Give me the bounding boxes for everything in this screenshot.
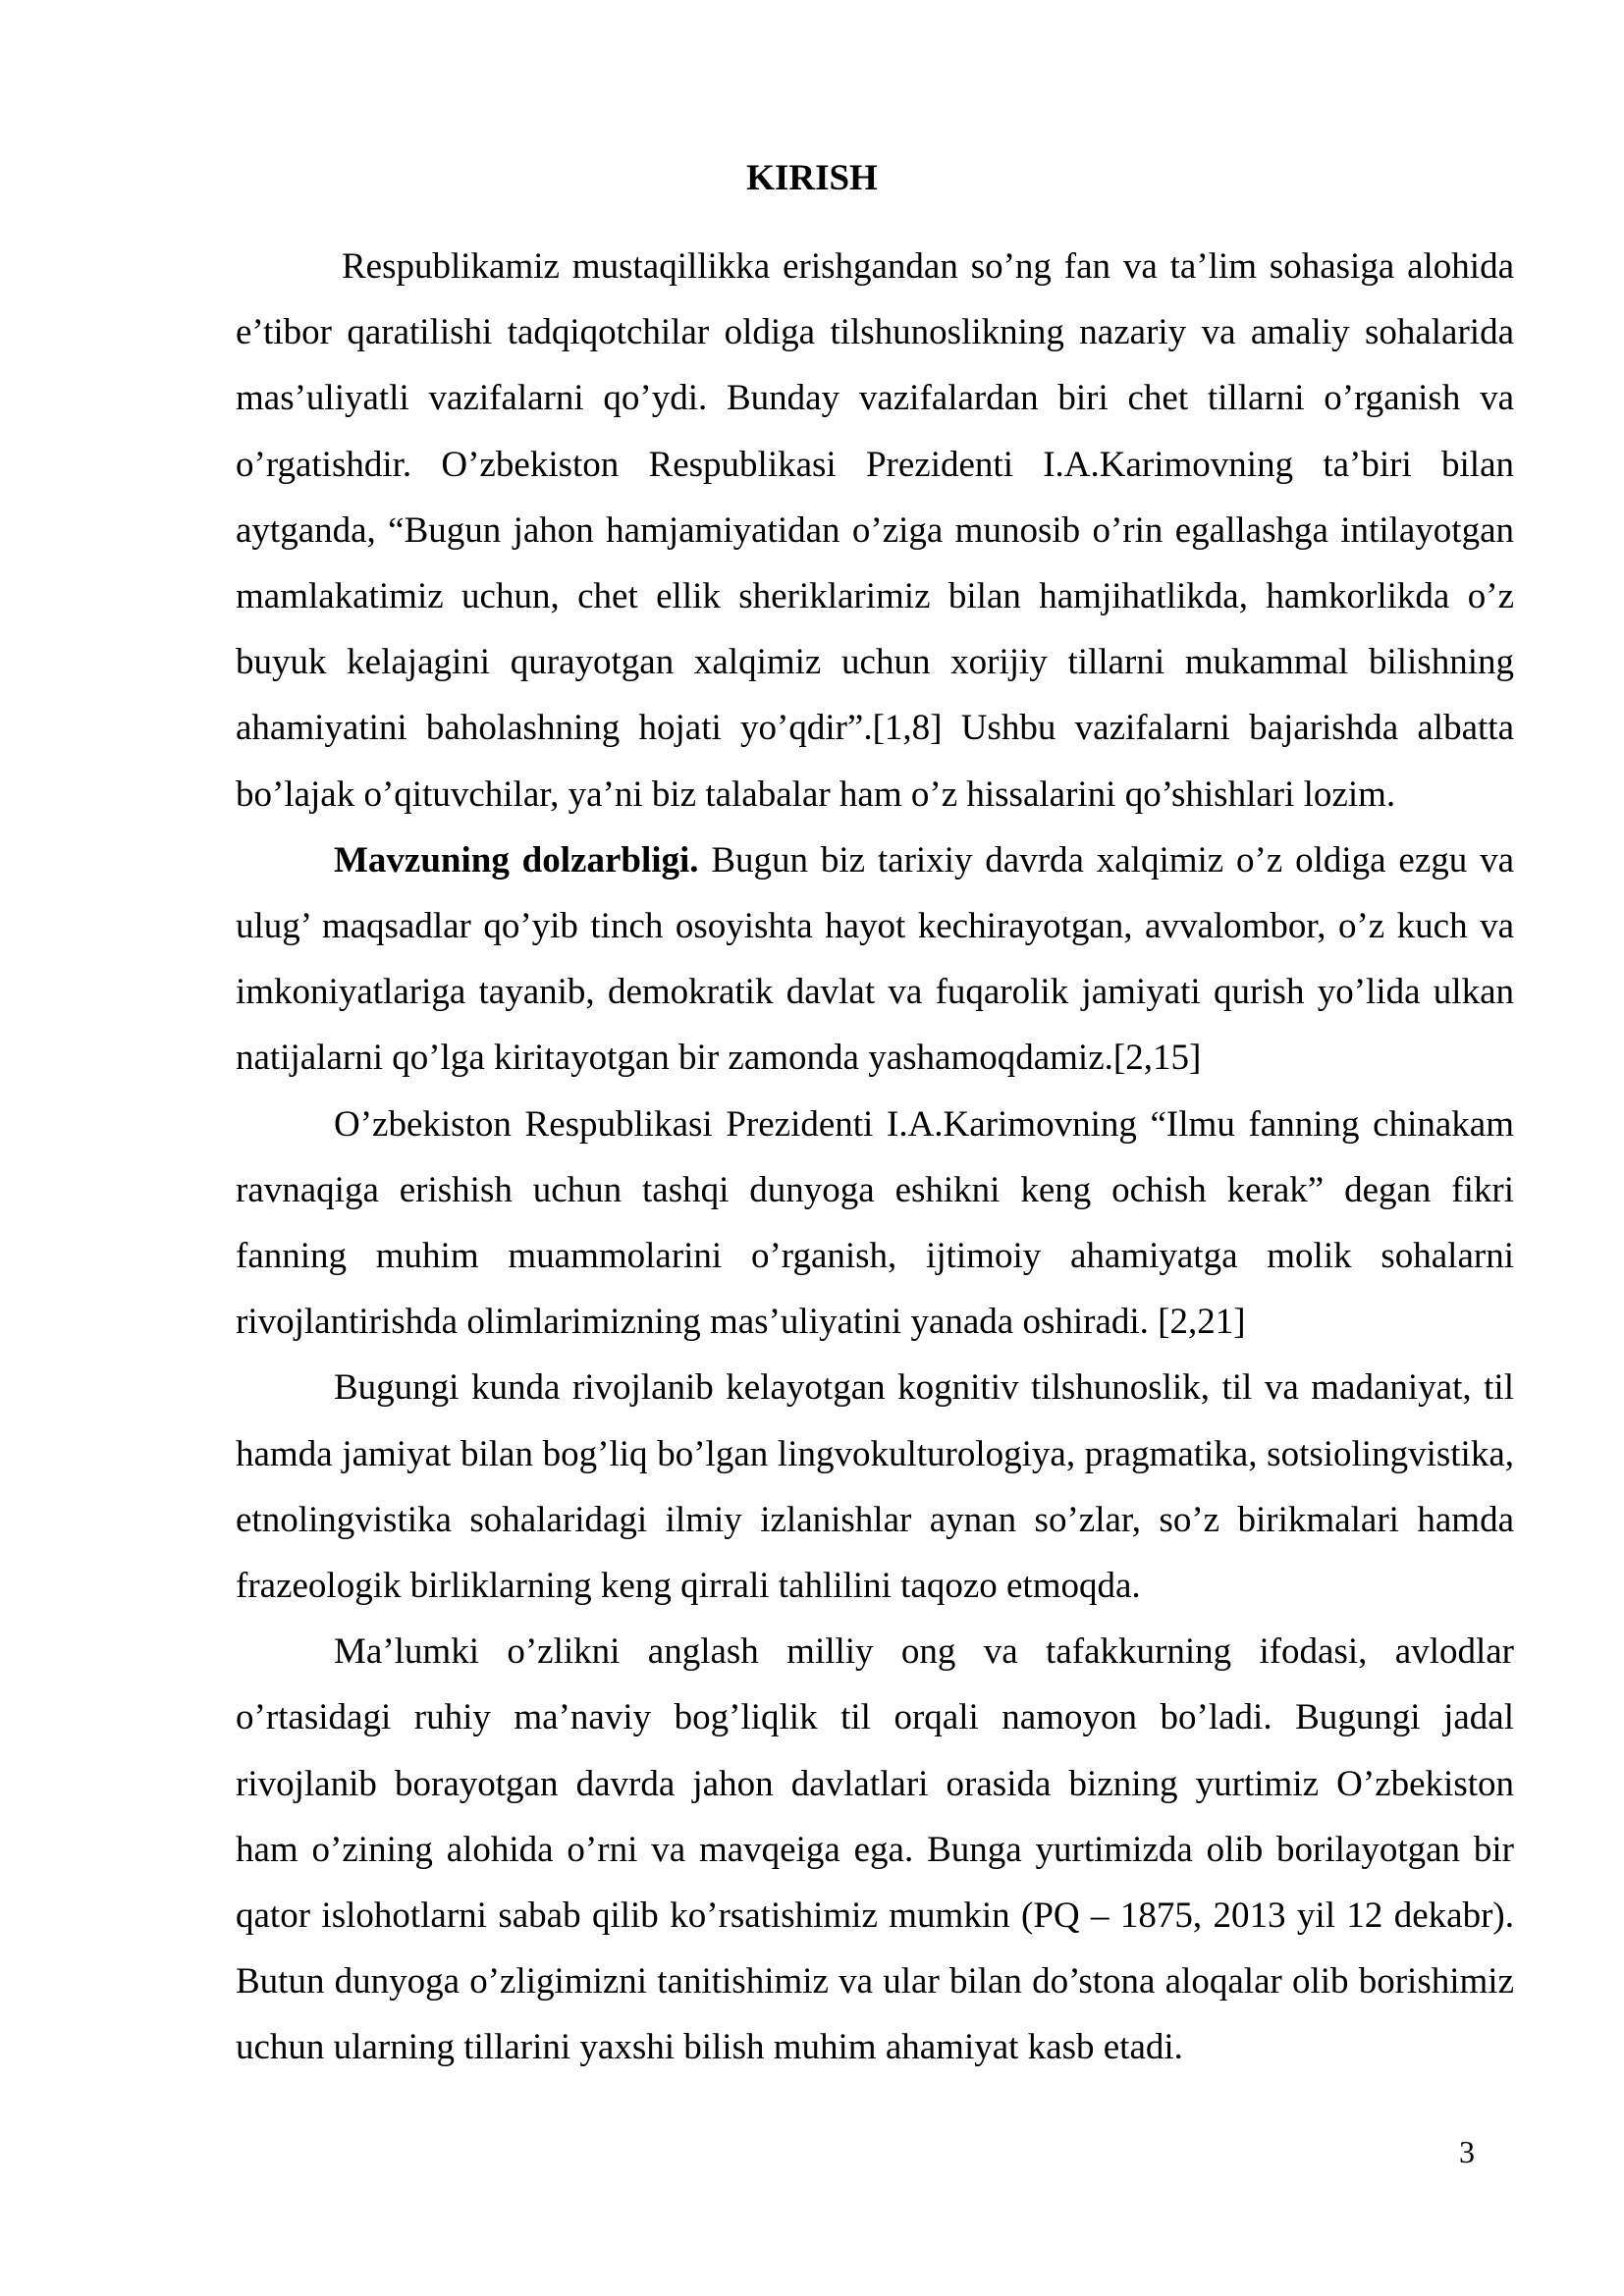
paragraph-linguistics [236,1355,1514,1619]
paragraph-president-quote [236,1092,1514,1356]
paragraph-text: Respublikamiz mustaqillikka erishgandan so’ng fan va ta’lim sohasiga alohida e’tibor qaratilishi tadqiqotchilar oldiga tilshunoslikning nazariy va amaliy sohalarida mas’uliyatli vazifalarni qo’ydi. Bunday vazifalardan biri chet tillarni o’rganish va o’rgatishdir. O’zbekiston Respublikasi Prezidenti I.A.Karimovning ta’biri bilan aytganda, “Bugun jahon hamjamiyatidan o’ziga munosib o’rin egallashga intilayotgan mamlakatimiz uchun, chet ellik sheriklarimiz bilan hamjihatlikda, hamkorlikda o’z buyuk kelajagini qurayotgan xalqimiz uchun xorijiy tillarni mukammal bilishning ahamiyatini baholashning hojati yo’qdir”.[1,8] Ushbu vazifalarni bajarishda albatta bo’lajak o’qituvchilar, ya’ni biz talabalar ham o’z hissalarini qo’shishlari lozim. [236,246,1514,815]
paragraph-relevance [236,828,1514,1092]
page-number: 3 [1459,2134,1475,2169]
paragraph-lead: Mavzuning dolzarbligi. [334,839,699,881]
section-heading: KIRISH [746,158,878,198]
paragraph-text: O’zbekiston Respublikasi Prezidenti I.A.Karimovning “Ilmu fanning chinakam ravnaqiga erishish uchun tashqi dunyoga eshikni keng ochish kerak” degan fikri fanning muhim muammolarini o’rganish, ijtimoiy ahamiyatga molik sohalarni rivojlantirishda olimlarimizning mas’uliyatini yanada oshiradi. [2,21] [236,1103,1514,1343]
paragraph-text: Bugungi kunda rivojlanib kelayotgan kognitiv tilshunoslik, til va madaniyat, til hamda jamiyat bilan bog’liq bo’lgan lingvokulturologiya, pragmatika, sotsiolingvistika, etnolingvistika sohalaridagi ilmiy izlanishlar aynan so’zlar, so’z birikmalari hamda frazeologik birliklarning keng qirrali tahlilini taqozo etmoqda. [236,1367,1514,1607]
paragraph-text: Ma’lumki o’zlikni anglash milliy ong va tafakkurning ifodasi, avlodlar o’rtasidagi ruhiy ma’naviy bog’liqlik til orqali namoyon bo’ladi. Bugungi jadal rivojlanib borayotgan davrda jahon davlatlari orasida bizning yurtimiz O’zbekiston ham o’zining alohida o’rni va mavqeiga ega. Bunga yurtimizda olib borilayotgan bir qator islohotlarni sabab qilib ko’rsatishimiz mumkin (PQ – 1875, 2013 yil 12 dekabr). Butun dunyoga o’zligimizni tanitishimiz va ular bilan do’stona aloqalar olib borishimiz uchun ularning tillarini yaxshi bilish muhim ahamiyat kasb etadi. [236,1631,1514,2068]
body-text [236,234,1514,2081]
paragraph-text: Bugun biz tarixiy davrda xalqimiz o’z oldiga ezgu va ulug’ maqsadlar qo’yib tinch osoyishta hayot kechirayotgan, avvalombor, o’z kuch va imkoniyatlariga tayanib, demokratik davlat va fuqarolik jamiyati qurish yo’lida ulkan natijalarni qo’lga kiritayotgan bir zamonda yashamoqdamiz.[2,15] [236,839,1514,1079]
paragraph-introduction [236,234,1514,828]
paragraph-identity [236,1619,1514,2080]
